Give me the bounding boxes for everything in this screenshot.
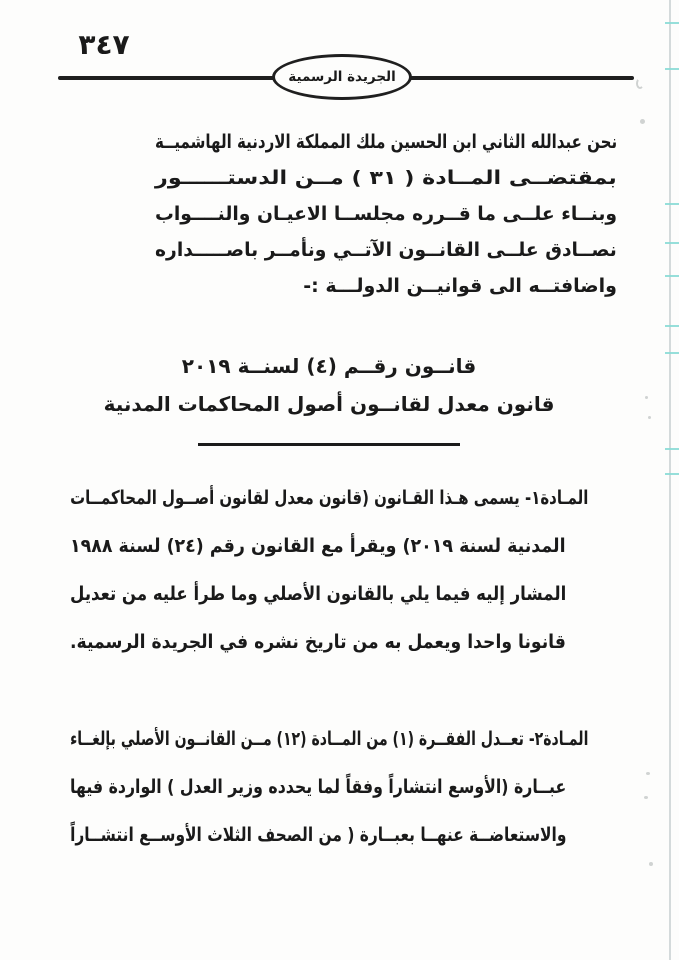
scan-edge-line (669, 0, 671, 960)
preamble-line-5-text: واضافتــه الى قوانيــن الدولـــة :- (303, 275, 617, 297)
scan-tick-mark (665, 473, 679, 475)
scan-tick-mark (665, 22, 679, 24)
title-divider (198, 443, 460, 446)
article-1-line-3 (70, 570, 588, 618)
article-2-line-2-text: عبــارة (الأوسع انتشاراً وفقاً لما يحدده وزير العدل ) الواردة فيها (69, 776, 566, 798)
preamble-line-2 (155, 160, 617, 196)
scan-tick-mark (665, 352, 679, 354)
law-number-title-text: قانــون رقــم (٤) لسنــة ٢٠١٩ (181, 354, 477, 378)
scan-tick-mark (665, 68, 679, 70)
scan-speck (649, 862, 653, 866)
law-number-title (70, 347, 588, 385)
scan-tick-mark (665, 448, 679, 450)
preamble-line-3 (155, 196, 617, 232)
article-1-line-1-text: المـادة١- يسمى هـذا القـانون (قانون معدل لقانون أصــول المحاكمــات (69, 487, 588, 509)
law-name-title-text: قانون معدل لقانــون أصول المحاكمات المدنية (103, 392, 555, 416)
article-1 (70, 474, 588, 666)
scan-speck (636, 78, 644, 89)
article-1-line-4-text: قانونا واحدا ويعمل به من تاريخ نشره في الجريدة الرسمية. (70, 631, 566, 653)
scan-tick-mark (665, 242, 679, 244)
article-1-line-2 (70, 522, 588, 570)
page-number: ٣٤٧ (78, 28, 130, 61)
article-2-line-2 (70, 763, 588, 811)
scan-tick-mark (665, 325, 679, 327)
gazette-seal (272, 54, 412, 100)
scan-speck (648, 416, 651, 419)
article-1-line-3-text: المشار إليه فيما يلي بالقانون الأصلي وما طرأ عليه من تعديل (69, 583, 566, 605)
preamble-line-1 (155, 124, 617, 160)
article-1-line-1 (70, 474, 588, 522)
article-2-line-1 (70, 715, 588, 763)
preamble-line-5 (155, 268, 617, 304)
gazette-title: الجريدة الرسمية (288, 69, 396, 85)
scan-speck (645, 396, 648, 399)
law-name-title (70, 385, 588, 423)
article-1-line-2-text: المدنية لسنة ٢٠١٩) ويقرأ مع القانون رقم (٢٤) لسنة ١٩٨٨ (70, 535, 566, 557)
scan-speck (644, 796, 648, 799)
preamble-line-4-text: نصــادق علــى القانــون الآتــي ونأمــر باصـــــداره (155, 239, 617, 261)
preamble-line-3-text: وبنــاء علــى ما قــرره مجلســا الاعيـان والنــــواب (154, 203, 617, 225)
article-1-line-4 (70, 618, 588, 666)
article-2-line-1-text: المـادة٢- تعــدل الفقــرة (١) من المــادة (١٢) مــن القانــون الأصلي بإلغــاء (69, 728, 588, 750)
article-2 (70, 715, 588, 859)
scan-speck (640, 119, 645, 124)
royal-preamble (155, 124, 617, 304)
article-2-line-3-text: والاستعاضــة عنهــا بعبــارة ( من الصحف الثلاث الأوســع انتشــاراً (69, 824, 566, 846)
article-2-line-3 (70, 811, 588, 859)
preamble-line-2-text: بمقتضــى المــادة ( ٣١ ) مــن الدستــــــور (155, 167, 617, 189)
scan-tick-mark (665, 275, 679, 277)
law-title-block (70, 347, 588, 446)
preamble-line-1-text: نحن عبدالله الثاني ابن الحسين ملك المملكة الاردنية الهاشميــة (154, 131, 617, 153)
scan-tick-mark (665, 203, 679, 205)
preamble-line-4 (155, 232, 617, 268)
scan-speck (646, 772, 650, 775)
